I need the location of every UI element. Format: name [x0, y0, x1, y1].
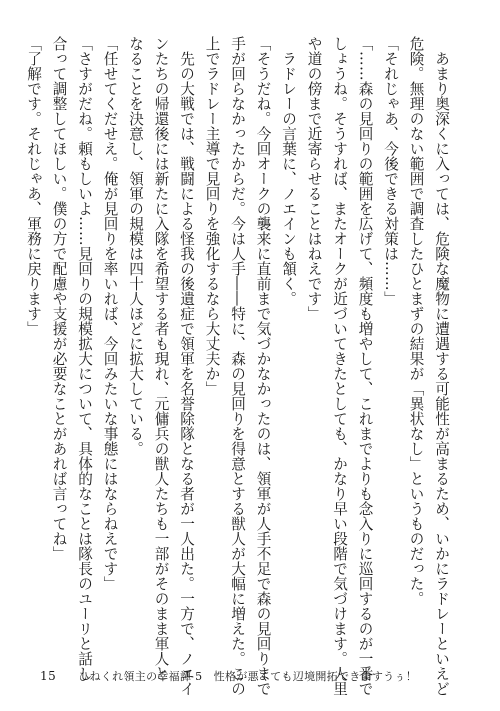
page-footer: [40, 668, 417, 684]
body-line-16: 合って調整してほしい。僕の方で配慮や支援が必要なことがあれば言ってね」: [50, 36, 68, 561]
body-line-1: あまり奥深くに入っては、危険な魔物に遭遇する可能性が高まるため、いかにラドレーといえど: [433, 36, 450, 696]
body-line-4: 「……森の見回りの範囲を広げて、頻度も増やして、これまでよりも念入りに巡回するのが一番で: [356, 36, 374, 696]
body-line-6: や道の傍まで近寄らせることはねえです」: [305, 36, 323, 321]
body-line-15: 「さすがだね。頼もしいよ……見回りの規模拡大について、具体的なことは隊長のユーリと話し: [76, 36, 93, 681]
body-line-3: 「それじゃあ、今後できる対策は……」: [382, 36, 399, 306]
running-title: ひねくれ領主の幸福譚 5 性格が悪くても辺境開拓できますうぅ！: [78, 670, 418, 683]
body-line-17: 「了解です。それじゃあ、軍務に戻ります」: [25, 36, 42, 336]
body-line-10: 上でラドレー主導で見回りを強化するなら大丈夫か」: [203, 36, 221, 396]
body-line-11: 先の大戦では、戦闘による怪我の後遺症で領軍を名誉除隊となる者が一人出た。一方で、ノエイ: [178, 36, 195, 696]
body-line-2: 危険。無理のない範囲で調査したひとまずの結果が「異状なし」というものだった。: [407, 36, 425, 606]
body-line-12: ンたちの帰還後には新たに入隊を希望する者も現れ、元傭兵の獣人たちも一部がそのまま軍人と: [152, 36, 170, 681]
body-line-8: 「そうだね。今回オークの襲来に直前まで気づかなかったのは、領軍が人手不足で森の見回りまで: [254, 36, 272, 696]
body-line-5: しょうね。そうすれば、またオークが近づいてきたとしても、かなり早い段階で気づけます。人里: [331, 36, 348, 696]
body-line-14: 「任せてくだせえ。俺が見回りを率いれば、今回みたいな事態にはならねえです」: [101, 36, 119, 591]
body-line-9: 手が回らなかったからだ。今は人手――特に、森の見回りを得意とする獣人が大幅に増えた。この: [229, 36, 246, 696]
page-number: 15: [40, 669, 57, 683]
body-line-13: なることを決意し、領軍の規模は四十人ほどに拡大している。: [127, 36, 144, 456]
body-line-7: ラドレーの言葉に、ノエインも頷く。: [280, 36, 297, 306]
